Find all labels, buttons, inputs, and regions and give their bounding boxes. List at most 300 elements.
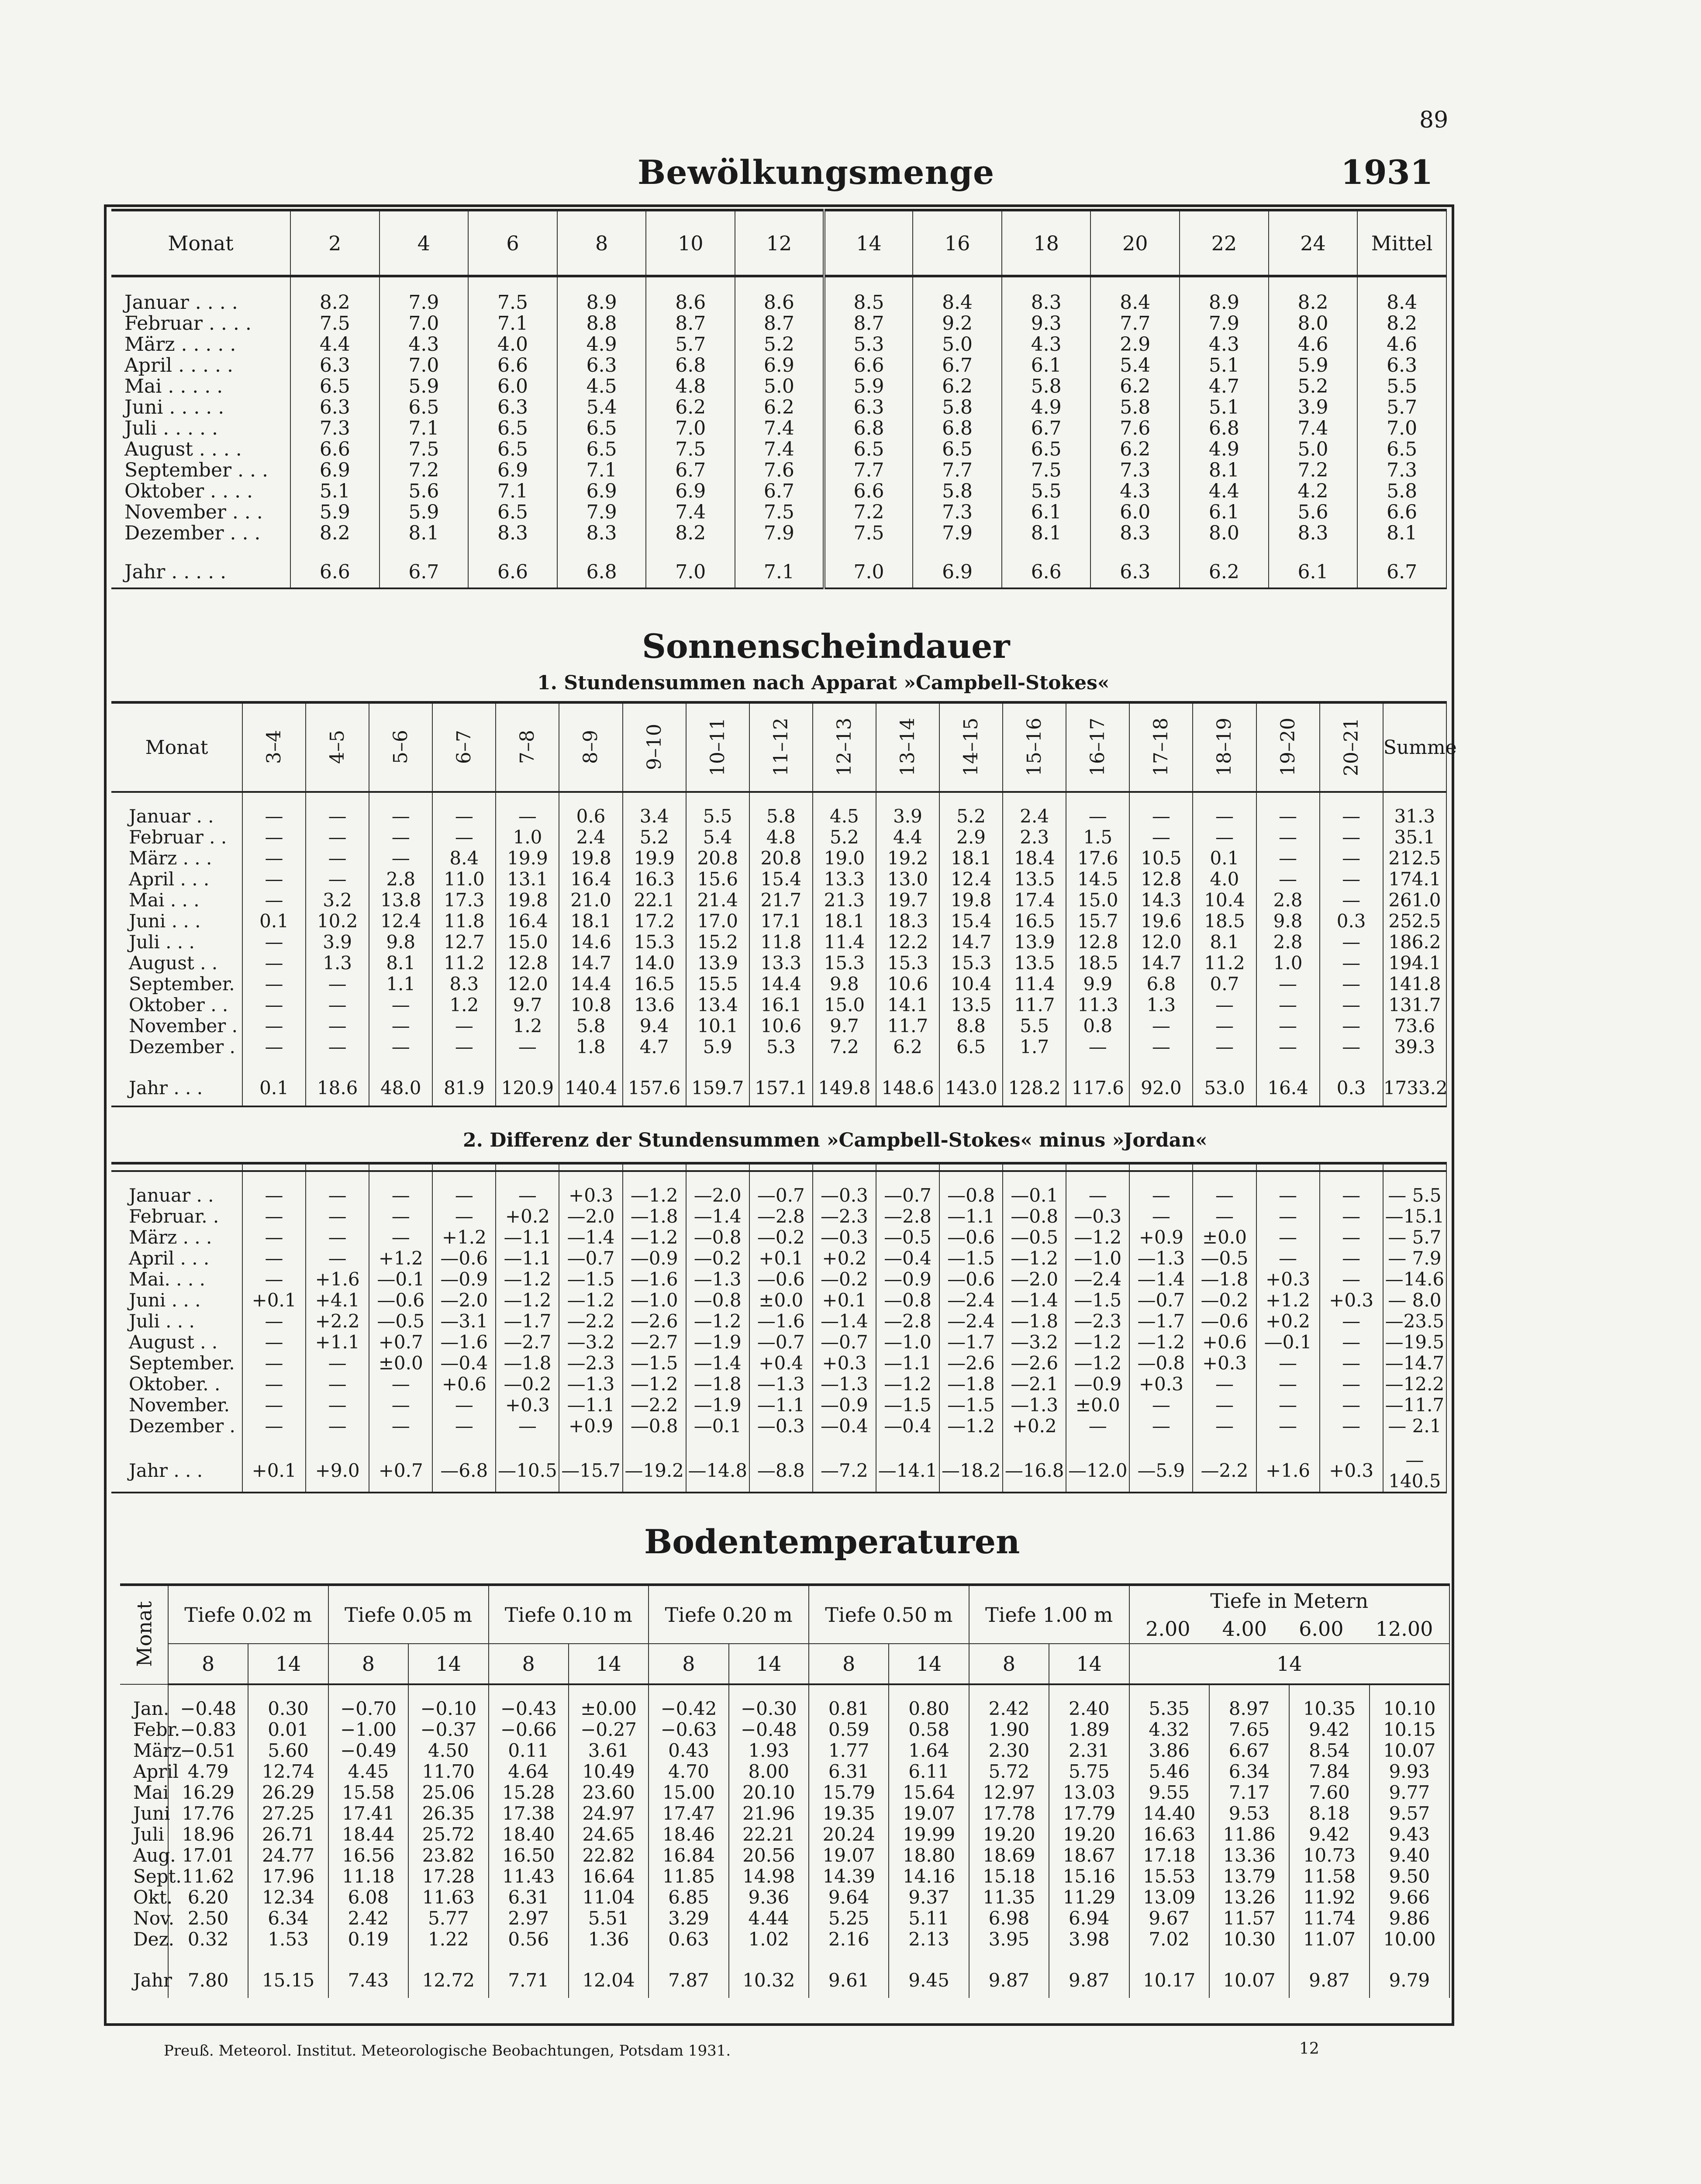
cell-value: 8.1: [1357, 523, 1446, 544]
cell-value: —: [1129, 1037, 1193, 1057]
table-row: [111, 1016, 1446, 1037]
cell-value: 8.4: [432, 848, 496, 869]
cell-value: +0.3: [1320, 1450, 1383, 1493]
cell-value: 1.0: [496, 827, 559, 848]
cell-value: 1.53: [248, 1929, 328, 1950]
cell-value: 6.6: [290, 557, 380, 588]
cell-value: —: [369, 806, 432, 827]
cell-value: —: [242, 869, 306, 890]
cell-value: 0.59: [809, 1719, 889, 1740]
cell-value: 6.5: [290, 376, 380, 397]
spacer-cell: [729, 1950, 809, 1963]
cell-value: —: [1320, 974, 1383, 995]
cell-value: 5.72: [969, 1761, 1049, 1782]
spacer-cell: [686, 1437, 749, 1450]
cell-value: —: [1320, 1185, 1383, 1206]
cell-value: 5.7: [646, 334, 735, 355]
cell-value: —1.3: [1129, 1248, 1193, 1269]
cell-value: —1.1: [749, 1395, 813, 1416]
cell-value: 18.1: [813, 911, 876, 932]
cell-value: 9.87: [969, 1963, 1049, 1998]
cell-value: 8.8: [557, 313, 646, 334]
spacer-cell: [969, 1684, 1049, 1698]
cell-value: —: [1066, 806, 1129, 827]
cell-value: 15.53: [1129, 1866, 1209, 1887]
table-row: [120, 1782, 1449, 1803]
spacer-cell: [1049, 1684, 1129, 1698]
cell-value: —1.4: [1129, 1269, 1193, 1290]
table-row: [111, 355, 1446, 376]
cell-value: —1.7: [1129, 1311, 1193, 1332]
spacer-cell: [1049, 1950, 1129, 1963]
cell-value: —0.9: [813, 1395, 876, 1416]
cell-value: —0.1: [369, 1269, 432, 1290]
cell-value: —: [432, 1395, 496, 1416]
cell-value: —: [369, 1374, 432, 1395]
spacer-cell: [1193, 1171, 1256, 1185]
row-label: April . . . . .: [111, 355, 290, 376]
cell-value: 9.42: [1289, 1719, 1369, 1740]
spacer-cell: [1193, 792, 1256, 806]
cell-value: —: [1320, 953, 1383, 974]
cell-value: 4.5: [557, 376, 646, 397]
cell-value: +0.6: [1193, 1332, 1256, 1353]
cell-value: —: [1066, 1037, 1129, 1057]
cell-value: —: [306, 848, 369, 869]
cell-value: 9.79: [1370, 1963, 1449, 1998]
cell-value: 6.3: [290, 397, 380, 418]
column-header-hour: 20–21: [1320, 702, 1383, 792]
table-row: [120, 1866, 1449, 1887]
cell-value: 6.7: [913, 355, 1002, 376]
column-header-obs-hour: 14: [408, 1644, 488, 1684]
spacer-cell: [306, 1171, 369, 1185]
cell-value: —0.8: [876, 1290, 939, 1311]
cell-value: —: [306, 995, 369, 1016]
cell-value: 7.3: [913, 502, 1002, 523]
cell-value: —1.5: [876, 1395, 939, 1416]
cell-value: 15.3: [813, 953, 876, 974]
cell-value: —: [1129, 1185, 1193, 1206]
cell-value: —0.8: [623, 1416, 686, 1437]
spacer-cell: [876, 1171, 939, 1185]
cell-value: —: [1256, 806, 1320, 827]
cell-value: 12.34: [248, 1887, 328, 1908]
table-row: [111, 1227, 1446, 1248]
cell-value: —0.4: [813, 1416, 876, 1437]
cell-value: —1.8: [939, 1374, 1003, 1395]
cell-value: 0.6: [559, 806, 622, 827]
spacer-row: [111, 1057, 1446, 1071]
cell-value: —: [496, 1037, 559, 1057]
cell-value: 12.8: [1129, 869, 1193, 890]
spacer-cell: [1129, 1171, 1193, 1185]
table-row: [111, 1395, 1446, 1416]
spacer-cell: [813, 792, 876, 806]
cell-value: 9.2: [913, 313, 1002, 334]
table-row: [111, 953, 1446, 974]
cell-value: 140.4: [559, 1071, 622, 1106]
cell-value: —3.2: [1003, 1332, 1066, 1353]
column-header-obs-hour: 14: [889, 1644, 969, 1684]
table-row: [111, 376, 1446, 397]
cell-value: —1.2: [623, 1374, 686, 1395]
cell-value: —: [242, 1311, 306, 1332]
cell-value: 7.1: [557, 460, 646, 481]
cell-value: —: [432, 827, 496, 848]
cell-value: 3.9: [1269, 397, 1358, 418]
cell-value: —0.4: [432, 1353, 496, 1374]
cell-value: —1.3: [813, 1374, 876, 1395]
spacer-cell: [1320, 1057, 1383, 1071]
cell-value: −0.48: [168, 1698, 248, 1719]
cell-value: —: [242, 1037, 306, 1057]
spacer-cell: [1383, 1171, 1446, 1185]
spacer-cell: [496, 792, 559, 806]
cell-value: —0.2: [1193, 1290, 1256, 1311]
cell-value: 11.8: [749, 932, 813, 953]
cell-value: —1.4: [686, 1206, 749, 1227]
cell-value: 15.15: [248, 1963, 328, 1998]
cell-value: 7.5: [380, 439, 469, 460]
cell-value: +1.6: [306, 1269, 369, 1290]
cell-value: −0.27: [569, 1719, 649, 1740]
cell-value: 5.4: [686, 827, 749, 848]
cell-value: 5.25: [809, 1908, 889, 1929]
cell-value: 6.7: [1357, 557, 1446, 588]
cell-value: +4.1: [306, 1290, 369, 1311]
cell-value: 11.7: [1003, 995, 1066, 1016]
cell-value: 10.17: [1129, 1963, 1209, 1998]
table-row: [120, 1740, 1449, 1761]
spacer-cell: [876, 1057, 939, 1071]
cell-value: —0.8: [1003, 1206, 1066, 1227]
cell-value: —0.2: [686, 1248, 749, 1269]
cell-value: 8.7: [646, 313, 735, 334]
cell-value: +1.2: [1256, 1290, 1320, 1311]
cell-value: —1.2: [1066, 1353, 1129, 1374]
cell-value: 7.0: [646, 557, 735, 588]
cell-value: 11.70: [408, 1761, 488, 1782]
cell-value: —: [306, 827, 369, 848]
cell-value: 22.82: [569, 1845, 649, 1866]
cell-value: —2.2: [559, 1311, 622, 1332]
cell-value: 5.3: [749, 1037, 813, 1057]
cell-value: 0.43: [649, 1740, 728, 1761]
cell-value: 8.7: [824, 313, 913, 334]
column-header-hour: 18–19: [1193, 702, 1256, 792]
spacer-cell: [686, 1171, 749, 1185]
cell-value: 6.9: [290, 460, 380, 481]
spacer-cell: [111, 1057, 242, 1071]
cell-value: 6.2: [876, 1037, 939, 1057]
header-rule: [1320, 1163, 1383, 1171]
table-row: [111, 1206, 1446, 1227]
cell-value: 6.1: [1002, 355, 1091, 376]
cell-value: −0.48: [729, 1719, 809, 1740]
column-header-hour: 6–7: [432, 702, 496, 792]
header-rule: [1066, 1163, 1129, 1171]
cell-value: —2.4: [1066, 1269, 1129, 1290]
cell-value: 11.43: [489, 1866, 569, 1887]
cell-value: 9.77: [1370, 1782, 1449, 1803]
cell-value: —1.5: [939, 1395, 1003, 1416]
spacer-cell: [111, 792, 242, 806]
cell-value: 6.9: [557, 481, 646, 502]
cell-value: —1.7: [939, 1332, 1003, 1353]
table-row: [120, 1908, 1449, 1929]
cell-value: 11.2: [1193, 953, 1256, 974]
spacer-cell: [569, 1684, 649, 1698]
column-header-hour: 12: [735, 210, 824, 276]
cell-value: 0.63: [649, 1929, 728, 1950]
column-header-hour: 13–14: [876, 702, 939, 792]
header-rule: [1256, 1163, 1320, 1171]
cell-value: —: [1320, 1416, 1383, 1437]
cell-value: 10.4: [939, 974, 1003, 995]
cell-value: 9.9: [1066, 974, 1129, 995]
cell-value: 6.6: [468, 557, 557, 588]
cell-value: —2.6: [939, 1353, 1003, 1374]
cell-value: —0.8: [686, 1290, 749, 1311]
spacer-cell: [120, 1950, 168, 1963]
row-label: Februar . . . .: [111, 313, 290, 334]
cell-value: —: [1256, 869, 1320, 890]
year-row: [111, 1071, 1446, 1106]
cell-value: 7.9: [1180, 313, 1269, 334]
cell-value: —: [1320, 806, 1383, 827]
cell-value: 6.67: [1209, 1740, 1289, 1761]
cell-value: 7.6: [735, 460, 824, 481]
cell-value: 0.80: [889, 1698, 969, 1719]
cell-value: 6.5: [824, 439, 913, 460]
cell-value: 0.1: [242, 911, 306, 932]
cell-value: 6.8: [1180, 418, 1269, 439]
table-row: [111, 1248, 1446, 1269]
cell-value: —: [306, 1416, 369, 1437]
row-label: Oktober . .: [111, 995, 242, 1016]
cell-value: 2.50: [168, 1908, 248, 1929]
soil-table: [120, 1583, 1450, 1998]
cell-value: 5.4: [1090, 355, 1180, 376]
cell-value: —1.6: [432, 1332, 496, 1353]
cell-value: 149.8: [813, 1071, 876, 1106]
row-label: Februar . .: [111, 827, 242, 848]
column-header-hour: 19–20: [1256, 702, 1320, 792]
cell-value: —1.6: [749, 1311, 813, 1332]
cell-value: —2.6: [1003, 1353, 1066, 1374]
spacer-cell: [120, 1684, 168, 1698]
cell-value: 22.21: [729, 1824, 809, 1845]
spacer-cell: [623, 1057, 686, 1071]
cell-value: 15.64: [889, 1782, 969, 1803]
cell-value: 8.0: [1269, 313, 1358, 334]
spacer-cell: [876, 1437, 939, 1450]
spacer-cell: [686, 792, 749, 806]
cell-value: 7.0: [1357, 418, 1446, 439]
cell-value: 14.1: [876, 995, 939, 1016]
row-label: Juni: [120, 1803, 168, 1824]
cell-value: 15.2: [686, 932, 749, 953]
cell-value: 6.94: [1049, 1908, 1129, 1929]
cell-value: —: [1129, 1416, 1193, 1437]
cell-value: —: [1320, 995, 1383, 1016]
cell-value: —1.2: [1066, 1332, 1129, 1353]
table-row: [120, 1929, 1449, 1950]
cell-value: 0.3: [1320, 1071, 1383, 1106]
cell-value: 1.22: [408, 1929, 488, 1950]
cell-value: 6.2: [913, 376, 1002, 397]
spacer-cell: [1256, 1057, 1320, 1071]
cell-value: 117.6: [1066, 1071, 1129, 1106]
cell-value: —2.7: [496, 1332, 559, 1353]
cell-value: 5.0: [913, 334, 1002, 355]
spacer-cell: [824, 544, 913, 557]
column-header-month: Monat: [111, 210, 290, 276]
row-label: Dezember . . .: [111, 523, 290, 544]
cell-value: 18.44: [328, 1824, 408, 1845]
cell-value: 12.04: [569, 1963, 649, 1998]
cell-value: 120.9: [496, 1071, 559, 1106]
cell-value: 5.1: [1180, 355, 1269, 376]
cell-value: —: [369, 1185, 432, 1206]
spacer-cell: [1003, 792, 1066, 806]
spacer-cell: [432, 1437, 496, 1450]
cell-value: 14.4: [559, 974, 622, 995]
cell-value: —1.1: [496, 1248, 559, 1269]
row-label: Aug.: [120, 1845, 168, 1866]
cell-value: 6.34: [1209, 1761, 1289, 1782]
spacer-row: [111, 544, 1446, 557]
cell-value: ±0.0: [369, 1353, 432, 1374]
table-row: [111, 974, 1446, 995]
table-row: [111, 1290, 1446, 1311]
spacer-cell: [1357, 544, 1446, 557]
cell-value: 13.3: [813, 869, 876, 890]
cell-value: 5.8: [749, 806, 813, 827]
cell-value: 11.04: [569, 1887, 649, 1908]
cell-value: 8.3: [1090, 523, 1180, 544]
spacer-cell: [939, 1437, 1003, 1450]
cell-value: 14.7: [559, 953, 622, 974]
cell-value: —3.2: [559, 1332, 622, 1353]
row-label: Juni . . .: [111, 1290, 242, 1311]
cell-value: 5.4: [557, 397, 646, 418]
cell-value: —: [432, 1416, 496, 1437]
cell-value: 1.8: [559, 1037, 622, 1057]
spacer-cell: [432, 792, 496, 806]
cell-value: 6.8: [913, 418, 1002, 439]
cell-value: —: [306, 1037, 369, 1057]
spacer-cell: [649, 1950, 728, 1963]
cell-value: 2.42: [328, 1908, 408, 1929]
cell-value: −0.42: [649, 1698, 728, 1719]
spacer-cell: [1320, 1437, 1383, 1450]
row-label: Febr.: [120, 1719, 168, 1740]
cell-value: 17.2: [623, 911, 686, 932]
cell-value: 8.7: [735, 313, 824, 334]
cell-value: —1.2: [1003, 1248, 1066, 1269]
cell-value: 13.1: [496, 869, 559, 890]
cell-value: 4.70: [649, 1761, 728, 1782]
cell-value: —1.8: [686, 1374, 749, 1395]
header-rule: [1003, 1163, 1066, 1171]
cell-value: 6.6: [1002, 557, 1091, 588]
cell-value: 1.0: [1256, 953, 1320, 974]
cell-value: 4.8: [749, 827, 813, 848]
spacer-cell: [1003, 1171, 1066, 1185]
cell-value: 17.79: [1049, 1803, 1129, 1824]
cell-value: 18.69: [969, 1845, 1049, 1866]
cell-value: +0.3: [559, 1185, 622, 1206]
cell-value: —: [432, 1037, 496, 1057]
spacer-cell: [1370, 1950, 1449, 1963]
row-label: Sept.: [120, 1866, 168, 1887]
cell-value: 7.2: [380, 460, 469, 481]
spacer-cell: [1383, 792, 1446, 806]
cell-value: 4.64: [489, 1761, 569, 1782]
cell-value: 6.3: [468, 397, 557, 418]
cell-value: 11.7: [876, 1016, 939, 1037]
cell-value: 6.20: [168, 1887, 248, 1908]
cell-value: —: [242, 995, 306, 1016]
spacer-cell: [1003, 1057, 1066, 1071]
cell-value: +0.2: [1003, 1416, 1066, 1437]
cell-value: —2.0: [432, 1290, 496, 1311]
spacer-cell: [559, 792, 622, 806]
cell-value: —0.6: [1193, 1311, 1256, 1332]
cell-value: 5.5: [1357, 376, 1446, 397]
cell-value: 7.0: [380, 313, 469, 334]
row-label: Juni . . . . .: [111, 397, 290, 418]
cell-value: 17.76: [168, 1803, 248, 1824]
cell-value: —1.2: [686, 1311, 749, 1332]
cell-value: 2.13: [889, 1929, 969, 1950]
cell-value: —: [369, 1416, 432, 1437]
cell-value: 11.8: [432, 911, 496, 932]
column-header-hour: 4: [380, 210, 469, 276]
cell-value: 15.6: [686, 869, 749, 890]
row-label: Jahr: [120, 1963, 168, 1998]
cell-value: 7.9: [913, 523, 1002, 544]
spacer-cell: [749, 1171, 813, 1185]
cell-value: 20.8: [686, 848, 749, 869]
cell-value: —: [1320, 1332, 1383, 1353]
row-label: September . . .: [111, 460, 290, 481]
cell-value: —1.2: [559, 1290, 622, 1311]
cell-value: 143.0: [939, 1071, 1003, 1106]
cell-value: 5.8: [1090, 397, 1180, 418]
cell-value: 6.9: [913, 557, 1002, 588]
cell-value: 13.3: [749, 953, 813, 974]
cell-value: 19.2: [876, 848, 939, 869]
cell-value: —: [1320, 869, 1383, 890]
cell-value: —0.7: [559, 1248, 622, 1269]
spacer-cell: [749, 1437, 813, 1450]
row-label: Mai . . .: [111, 890, 242, 911]
cell-value: 17.96: [248, 1866, 328, 1887]
cell-value: 4.0: [468, 334, 557, 355]
column-header-obs-hour: 8: [809, 1644, 889, 1684]
cell-value: 11.3: [1066, 995, 1129, 1016]
cell-value: −0.70: [328, 1698, 408, 1719]
year-row: [111, 1450, 1446, 1493]
cell-value: —1.0: [1066, 1248, 1129, 1269]
table-row: [120, 1698, 1449, 1719]
spacer-cell: [749, 792, 813, 806]
cell-value: — 2.1: [1383, 1416, 1446, 1437]
cell-value: 9.86: [1370, 1908, 1449, 1929]
